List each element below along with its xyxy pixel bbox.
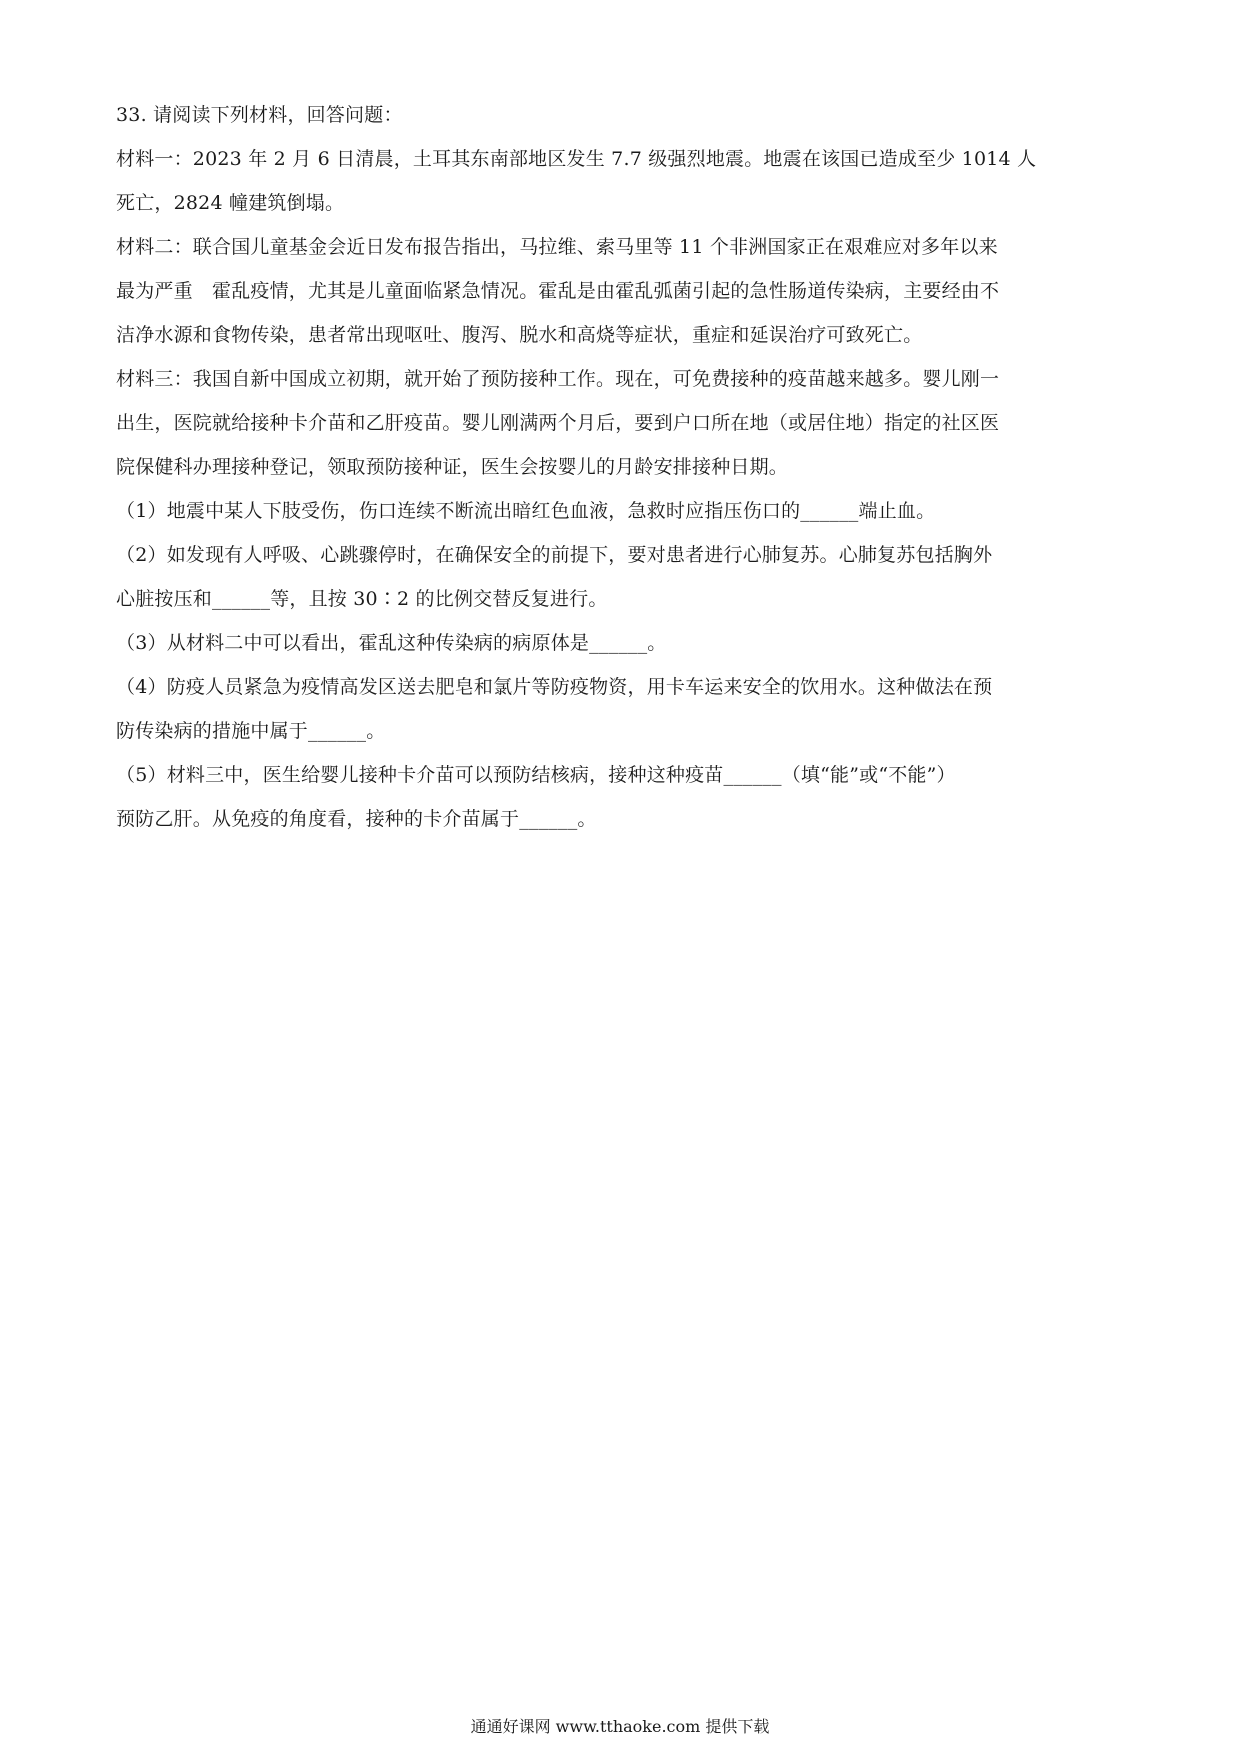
sub-question-2-line: 心脏按压和______等，且按 30∶2 的比例交替反复进行。 [116, 588, 608, 610]
sub-question-3 [116, 630, 1126, 656]
sub-question-3-line: （3）从材料二中可以看出，霍乱这种传染病的病原体是______。 [116, 632, 667, 654]
question-content [116, 102, 1126, 850]
material-two-line: 材料二：联合国儿童基金会近日发布报告指出，马拉维、索马里等 11 个非洲国家正在艰难应对多年以来 [116, 236, 998, 258]
material-one-line: 材料一：2023 年 2 月 6 日清晨，土耳其东南部地区发生 7.7 级强烈地震。地震在该国已造成至少 1014 人 [116, 148, 1037, 170]
material-one [116, 146, 1126, 216]
question-intro: 33. 请阅读下列材料，回答问题： [116, 104, 403, 126]
sub-question-2-line: （2）如发现有人呼吸、心跳骤停时，在确保安全的前提下，要对患者进行心肺复苏。心肺复苏包括胸外 [116, 544, 993, 566]
sub-question-2 [116, 542, 1126, 612]
sub-question-4-line: （4）防疫人员紧急为疫情高发区送去肥皂和氯片等防疫物资，用卡车运来安全的饮用水。这种做法在预 [116, 676, 993, 698]
sub-question-4 [116, 674, 1126, 744]
material-three [116, 366, 1126, 480]
sub-question-5-line: 预防乙肝。从免疫的角度看，接种的卡介苗属于______。 [116, 808, 597, 830]
sub-question-5 [116, 762, 1126, 832]
sub-question-4-line: 防传染病的措施中属于______。 [116, 720, 386, 742]
material-three-line: 材料三：我国自新中国成立初期，就开始了预防接种工作。现在，可免费接种的疫苗越来越多。婴儿刚一 [116, 368, 1000, 390]
material-three-line: 出生，医院就给接种卡介苗和乙肝疫苗。婴儿刚满两个月后，要到户口所在地（或居住地）指定的社区医 [116, 412, 1000, 434]
sub-question-5-line: （5）材料三中，医生给婴儿接种卡介苗可以预防结核病，接种这种疫苗______（填“能”或“不能”） [116, 764, 956, 786]
material-two-line: 洁净水源和食物传染，患者常出现呕吐、腹泻、脱水和高烧等症状，重症和延误治疗可致死亡。 [116, 324, 923, 346]
material-two-line: 最为严重 霍乱疫情，尤其是儿童面临紧急情况。霍乱是由霍乱弧菌引起的急性肠道传染病，主要经由不 [116, 280, 1000, 302]
sub-question-1-line: （1）地震中某人下肢受伤，伤口连续不断流出暗红色血液，急救时应指压伤口的______端止血。 [116, 500, 936, 522]
page-footer: 通通好课网 www.tthaoke.com 提供下载 [470, 1717, 770, 1736]
sub-question-1 [116, 498, 1126, 524]
material-two [116, 234, 1126, 348]
material-three-line: 院保健科办理接种登记，领取预防接种证，医生会按婴儿的月龄安排接种日期。 [116, 456, 789, 478]
material-one-line: 死亡，2824 幢建筑倒塌。 [116, 192, 345, 214]
